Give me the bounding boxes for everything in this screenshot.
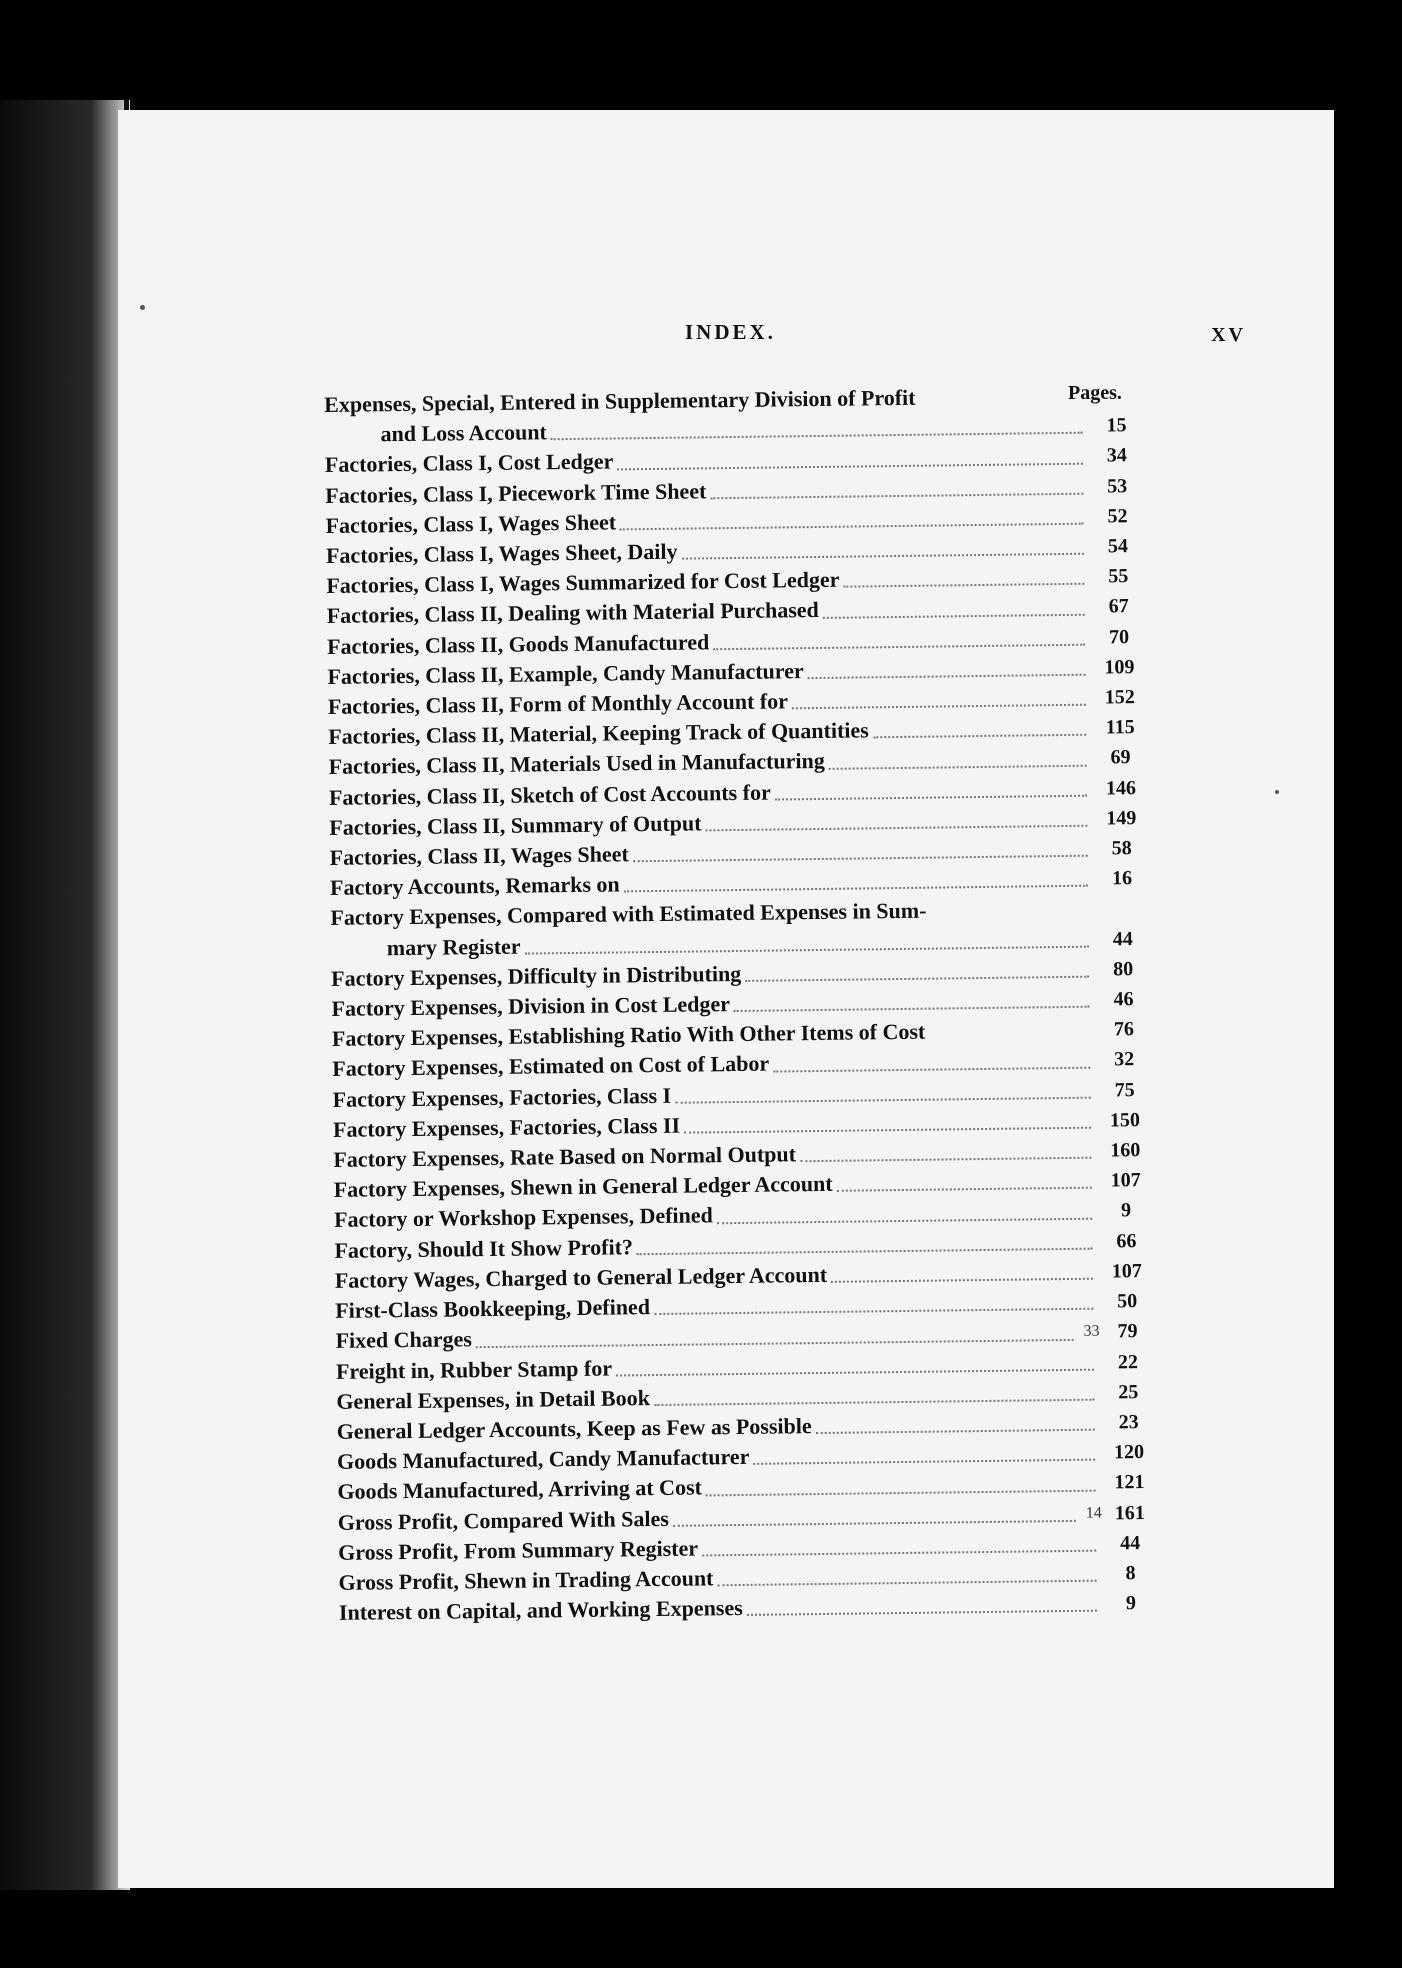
page-title: INDEX. (685, 320, 776, 344)
entry-page-number: 121 (1114, 1471, 1145, 1494)
dot-leader (684, 1126, 1091, 1134)
entry-page-number: 58 (1111, 837, 1132, 860)
dot-leader (706, 824, 1088, 832)
entry-text: Factory Wages, Charged to General Ledger Account (334, 1261, 828, 1293)
dot-leader (702, 1549, 1096, 1557)
dot-leader (717, 1579, 1096, 1587)
entry-text: Factory Expenses, Compared with Estimated Expenses in Sum- (330, 898, 927, 931)
dot-leader (551, 431, 1083, 440)
entry-page-number: 9 (1120, 1199, 1132, 1222)
entry-text: Factory or Workshop Expenses, Defined (333, 1202, 713, 1233)
entry-page-number: 46 (1113, 988, 1134, 1011)
entry-text: First-Class Bookkeeping, Defined (335, 1294, 651, 1324)
dot-leader (654, 1398, 1094, 1406)
entry-text: Gross Profit, Compared With Sales (337, 1505, 670, 1535)
entry-page-number: 80 (1113, 958, 1134, 981)
entry-text: Goods Manufactured, Arriving at Cost (337, 1474, 703, 1505)
entry-text: Factories, Class II, Form of Monthly Account for (327, 688, 789, 720)
entry-page-number: 44 (1112, 927, 1133, 951)
entry-text: Factories, Class II, Summary of Output (329, 810, 702, 840)
entry-text: Factories, Class II, Material, Keeping Track of Quantities (328, 717, 869, 750)
entry-cross-reference: 14 (1085, 1504, 1102, 1522)
dot-leader (792, 703, 1086, 710)
entry-page-number: 146 (1105, 776, 1137, 800)
dot-leader (710, 492, 1083, 500)
entry-page-number: 23 (1118, 1411, 1139, 1434)
dot-leader (829, 763, 1087, 769)
dot-leader (800, 1156, 1091, 1163)
entry-text: General Ledger Accounts, Keep as Few as Possible (336, 1413, 812, 1444)
dot-leader (808, 673, 1086, 679)
entry-page-number: 66 (1116, 1229, 1137, 1253)
entry-page-number: 8 (1125, 1562, 1136, 1585)
entry-text: Gross Profit, From Summary Register (338, 1535, 699, 1565)
dot-leader (745, 975, 1089, 982)
dot-leader (682, 552, 1084, 560)
entry-page-number: 54 (1107, 535, 1129, 558)
entry-page-number: 44 (1120, 1531, 1141, 1555)
entry-text: Factory Expenses, Establishing Ratio With Other Items of Cost (331, 1018, 926, 1052)
dot-leader (617, 461, 1083, 470)
entry-page-number: 15 (1106, 414, 1127, 437)
dot-leader (773, 1065, 1090, 1072)
entry-page-number: 160 (1110, 1139, 1141, 1162)
entry-page-number: 107 (1111, 1259, 1142, 1283)
entry-text: Interest on Capital, and Working Expenses (338, 1595, 743, 1626)
entry-page-number: 22 (1117, 1350, 1139, 1373)
entry-text: Expenses, Special, Entered in Supplementary Division of Profit (324, 384, 916, 417)
entry-page-number: 52 (1107, 505, 1128, 528)
dot-leader (831, 1277, 1093, 1283)
entry-page-number: 149 (1106, 806, 1137, 830)
dot-leader (620, 522, 1084, 531)
entry-text: Factories, Class I, Piecework Time Sheet (325, 477, 707, 508)
entry-text: Factory Expenses, Estimated on Cost of Labor (332, 1051, 770, 1082)
entry-page-number: 70 (1108, 625, 1130, 649)
running-head (120, 320, 1336, 360)
dot-leader (673, 1519, 1076, 1527)
entry-page-number: 32 (1114, 1048, 1135, 1071)
entry-text: Factory Expenses, Factories, Class I (332, 1082, 672, 1112)
entry-page-number: 150 (1109, 1108, 1141, 1132)
dot-leader (929, 1037, 1090, 1040)
entry-text: and Loss Account (380, 419, 547, 447)
entry-text: Freight in, Rubber Stamp for (335, 1355, 613, 1384)
entry-page-number: 107 (1110, 1169, 1141, 1192)
entry-text: Factories, Class II, Dealing with Material Purchased (326, 597, 819, 629)
entry-page-number: 16 (1111, 867, 1133, 890)
dot-leader (823, 612, 1085, 618)
entry-page-number: 53 (1107, 474, 1128, 498)
dot-leader (476, 1337, 1074, 1347)
dot-leader (675, 1096, 1090, 1104)
dot-leader (753, 1458, 1095, 1465)
dot-leader (844, 582, 1085, 588)
dot-leader (747, 1609, 1097, 1616)
entry-text: Fixed Charges (335, 1326, 473, 1354)
entry-text: Factories, Class II, Example, Candy Manufacturer (327, 657, 804, 689)
dot-leader (816, 1428, 1095, 1434)
index-entries (324, 380, 1159, 1628)
dot-leader (654, 1307, 1093, 1315)
pages-column-label: Pages. (1068, 382, 1122, 404)
entry-text: Factory Expenses, Shewn in General Ledger Account (333, 1171, 833, 1203)
entry-page-number: 9 (1125, 1592, 1137, 1615)
dot-leader (525, 945, 1089, 955)
entry-page-number: 34 (1106, 444, 1127, 467)
dot-leader (624, 884, 1088, 893)
dot-leader (713, 643, 1085, 651)
dot-leader (717, 1216, 1092, 1224)
entry-page-number: 120 (1113, 1441, 1145, 1464)
entry-cross-reference: 33 (1083, 1322, 1100, 1341)
entry-page-number: 55 (1108, 565, 1129, 588)
dot-leader (706, 1488, 1096, 1496)
dust-speck (1275, 790, 1279, 794)
entry-text: Goods Manufactured, Candy Manufacturer (336, 1443, 750, 1475)
left-page-edge (0, 100, 130, 1890)
entry-text: Factories, Class II, Wages Sheet (329, 841, 629, 871)
entry-text: Factories, Class I, Cost Ledger (324, 448, 614, 478)
dot-leader (837, 1186, 1092, 1192)
entry-page-number: 76 (1113, 1018, 1135, 1041)
entry-text: General Expenses, in Detail Book (336, 1384, 650, 1414)
entry-text: Factories, Class II, Materials Used in Manufacturing (328, 748, 825, 780)
entry-page-number: 161 (1114, 1501, 1145, 1524)
entry-page-number: 115 (1105, 716, 1135, 739)
entry-text: Factories, Class II, Goods Manufactured (326, 628, 710, 659)
entry-text: Factories, Class II, Sketch of Cost Accounts for (328, 779, 771, 810)
entry-page-number: 79 (1117, 1320, 1138, 1343)
entry-text: Factory, Should It Show Profit? (334, 1233, 634, 1263)
entry-page-number: 69 (1110, 746, 1131, 769)
entry-text: Factories, Class I, Wages Sheet, Daily (325, 538, 678, 569)
entry-text: Factory Expenses, Difficulty in Distributing (331, 960, 742, 991)
entry-text: Gross Profit, Shewn in Trading Account (338, 1565, 714, 1595)
entry-text: mary Register (386, 933, 521, 960)
dust-speck (140, 305, 145, 310)
entry-page-number: 109 (1104, 655, 1135, 679)
entry-page-number: 75 (1114, 1078, 1135, 1102)
entry-text: Factories, Class I, Wages Summarized for Cost Ledger (326, 566, 840, 599)
entry-text: Factories, Class I, Wages Sheet (325, 509, 617, 538)
entry-page-number: 152 (1104, 686, 1135, 709)
dot-leader (873, 733, 1086, 739)
dot-leader (775, 794, 1087, 801)
entry-text: Factory Expenses, Rate Based on Normal Output (333, 1141, 797, 1173)
entry-text: Factory Expenses, Division in Cost Ledger (331, 991, 731, 1022)
entry-page-number: 25 (1118, 1380, 1139, 1404)
entry-text: Factory Accounts, Remarks on (329, 871, 620, 901)
entry-text: Factory Expenses, Factories, Class II (332, 1112, 681, 1142)
entry-page-number: 50 (1117, 1290, 1138, 1313)
page-number: XV (1211, 324, 1246, 346)
dot-leader (633, 854, 1088, 863)
dot-leader (734, 1005, 1090, 1012)
dot-leader (637, 1247, 1093, 1256)
entry-page-number: 67 (1108, 595, 1129, 618)
dot-leader (616, 1367, 1094, 1376)
